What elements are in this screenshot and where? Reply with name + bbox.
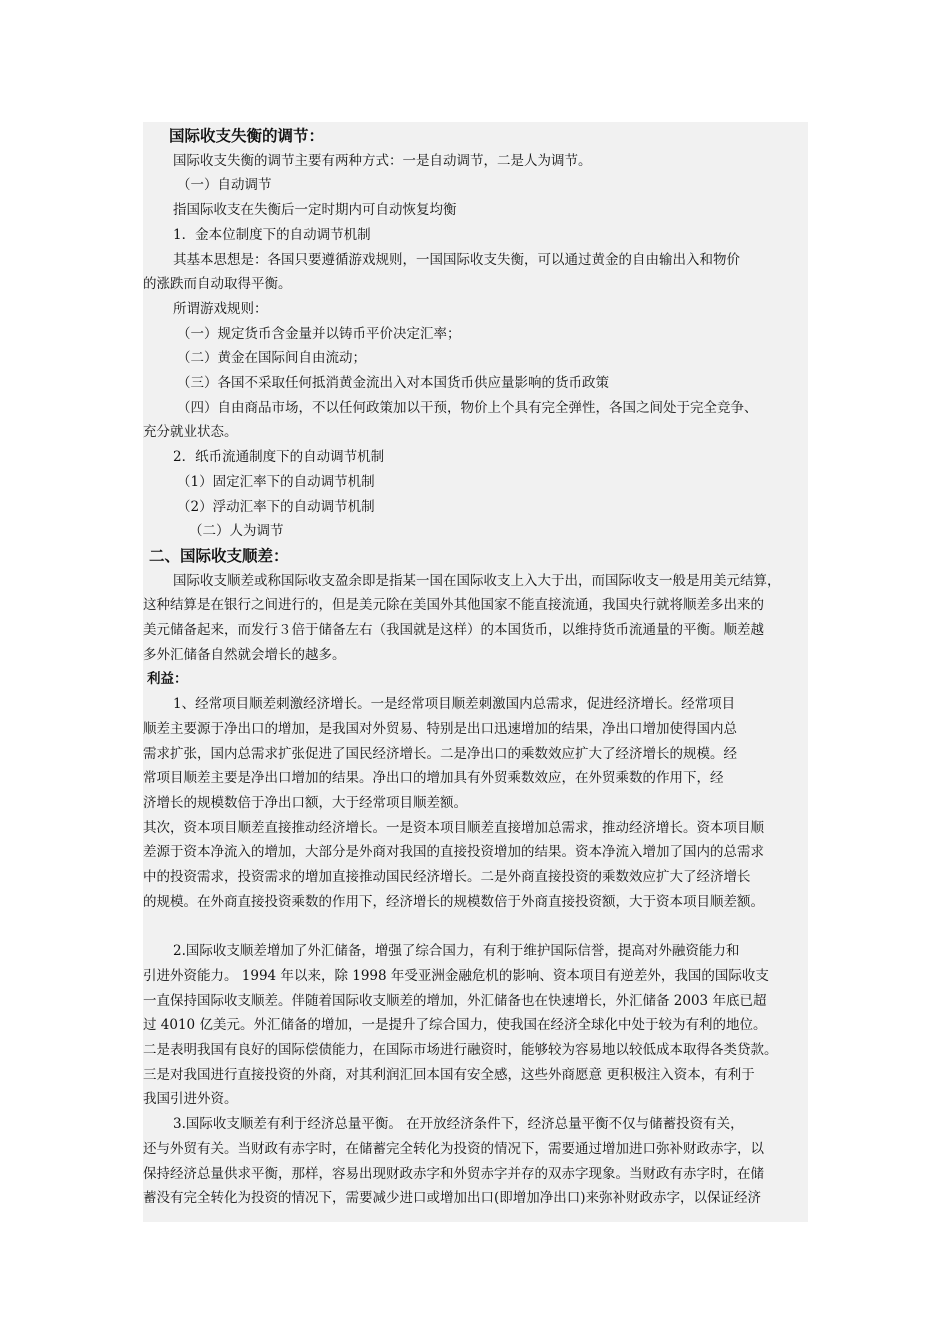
paragraph: 国际收支顺差或称国际收支盈余即是指某一国在国际收支上入大于出，而国际收支一般是用美元结算， bbox=[173, 572, 781, 589]
paragraph: 引进外资能力。 1994 年以来，除 1998 年受亚洲金融危机的影响、资本项目有逆差外，我国的国际收支 bbox=[143, 967, 769, 984]
paragraph: 过 4010 亿美元。外汇储备的增加，一是提升了综合国力，使我国在经济全球化中处于较为有利的地位。 bbox=[143, 1017, 767, 1034]
paragraph: 顺差主要源于净出口的增加，是我国对外贸易、特别是出口迅速增加的结果，净出口增加使得国内总 bbox=[143, 720, 737, 737]
paragraph: 中的投资需求，投资需求的增加直接推动国民经济增长。二是外商直接投资的乘数效应扩大了经济增长 bbox=[143, 869, 751, 886]
paragraph: 蓄没有完全转化为投资的情况下，需要减少进口或增加出口(即增加净出口)来弥补财政赤字，以保证经济 bbox=[143, 1190, 762, 1207]
paragraph: 国际收支失衡的调节主要有两种方式：一是自动调节，二是人为调节。 bbox=[173, 152, 592, 169]
list-item: （一）规定货币含金量并以铸币平价决定汇率； bbox=[177, 325, 461, 342]
paragraph: 需求扩张，国内总需求扩张促进了国民经济增长。二是净出口的乘数效应扩大了经济增长的规模。经 bbox=[143, 745, 737, 762]
paragraph: 其基本思想是：各国只要遵循游戏规则，一国国际收支失衡，可以通过黄金的自由输出入和物价 bbox=[173, 251, 740, 268]
paragraph: 这种结算是在银行之间进行的，但是美元除在美国外其他国家不能直接流通，我国央行就将顺差多出来的 bbox=[143, 597, 764, 614]
document-body bbox=[143, 124, 809, 1211]
paragraph: （二）人为调节 bbox=[189, 523, 284, 540]
list-item: （四）自由商品市场，不以任何政策加以干预，物价上个具有完全弹性，各国之间处于完全竞争、 bbox=[177, 399, 758, 416]
paragraph: 充分就业状态。 bbox=[143, 424, 238, 441]
paragraph: 济增长的规模数倍于净出口额，大于经常项目顺差额。 bbox=[143, 794, 467, 811]
paragraph: 所谓游戏规则： bbox=[173, 300, 268, 317]
list-item: （二）黄金在国际间自由流动； bbox=[177, 350, 366, 367]
paragraph: 二是表明我国有良好的国际偿债能力，在国际市场进行融资时，能够较为容易地以较低成本取得各类贷款。 bbox=[143, 1042, 778, 1058]
paragraph: 三是对我国进行直接投资的外商，对其利润汇回本国有安全感，这些外商愿意 更积极注入资本，有利于 bbox=[143, 1066, 755, 1083]
paragraph: 其次，资本项目顺差直接推动经济增长。一是资本项目顺差直接增加总需求，推动经济增长。资本项目顺 bbox=[143, 819, 764, 836]
paragraph: 多外汇储备自然就会增长的越多。 bbox=[143, 646, 346, 663]
paragraph: 1．金本位制度下的自动调节机制 bbox=[173, 226, 371, 243]
paragraph: 1、经常项目顺差刺激经济增长。一是经常项目顺差刺激国内总需求，促进经济增长。经常项目 bbox=[173, 696, 736, 713]
paragraph: 美元储备起来，而发行３倍于储备左右（我国就是这样）的本国货币，以维持货币流通量的平衡。顺差越 bbox=[143, 622, 764, 639]
list-item: （1）固定汇率下的自动调节机制 bbox=[177, 473, 375, 490]
paragraph: 一直保持国际收支顺差。伴随着国际收支顺差的增加，外汇储备也在快速增长，外汇储备 2003 年底已超 bbox=[143, 992, 767, 1009]
list-item: （三）各国不采取任何抵消黄金流出入对本国货币供应量影响的货币政策 bbox=[177, 375, 609, 392]
paragraph: 我国引进外资。 bbox=[143, 1091, 238, 1108]
paragraph: 保持经济总量供求平衡，那样，容易出现财政赤字和外贸赤字并存的双赤字现象。当财政有赤字时，在储 bbox=[143, 1165, 764, 1182]
paragraph: 常项目顺差主要是净出口增加的结果。净出口的增加具有外贸乘数效应，在外贸乘数的作用下，经 bbox=[143, 770, 724, 787]
paragraph: 的涨跌而自动取得平衡。 bbox=[143, 276, 292, 293]
paragraph: 还与外贸有关。当财政有赤字时，在储蓄完全转化为投资的情况下，需要通过增加进口弥补财政赤字，以 bbox=[143, 1140, 764, 1157]
section-heading: 二、国际收支顺差： bbox=[149, 545, 289, 565]
blank-line bbox=[143, 915, 809, 940]
list-item: （2）浮动汇率下的自动调节机制 bbox=[177, 498, 375, 515]
paragraph: 的规模。在外商直接投资乘数的作用下，经济增长的规模数倍于外商直接投资额，大于资本项目顺差额。 bbox=[143, 893, 764, 910]
paragraph: 2.国际收支顺差增加了外汇储备，增强了综合国力，有利于维护国际信誉，提高对外融资能力和 bbox=[173, 943, 740, 960]
paragraph: 指国际收支在失衡后一定时期内可自动恢复均衡 bbox=[173, 202, 457, 219]
subheading: 利益： bbox=[147, 671, 188, 688]
paragraph: 差源于资本净流入的增加，大部分是外商对我国的直接投资增加的结果。资本净流入增加了国内的总需求 bbox=[143, 844, 764, 861]
paragraph: 2．纸币流通制度下的自动调节机制 bbox=[173, 449, 385, 466]
paragraph: 3.国际收支顺差有利于经济总量平衡。 在开放经济条件下，经济总量平衡不仅与储蓄投资有关， bbox=[173, 1116, 744, 1133]
section-heading: 国际收支失衡的调节： bbox=[169, 126, 325, 145]
paragraph: （一）自动调节 bbox=[177, 177, 272, 194]
